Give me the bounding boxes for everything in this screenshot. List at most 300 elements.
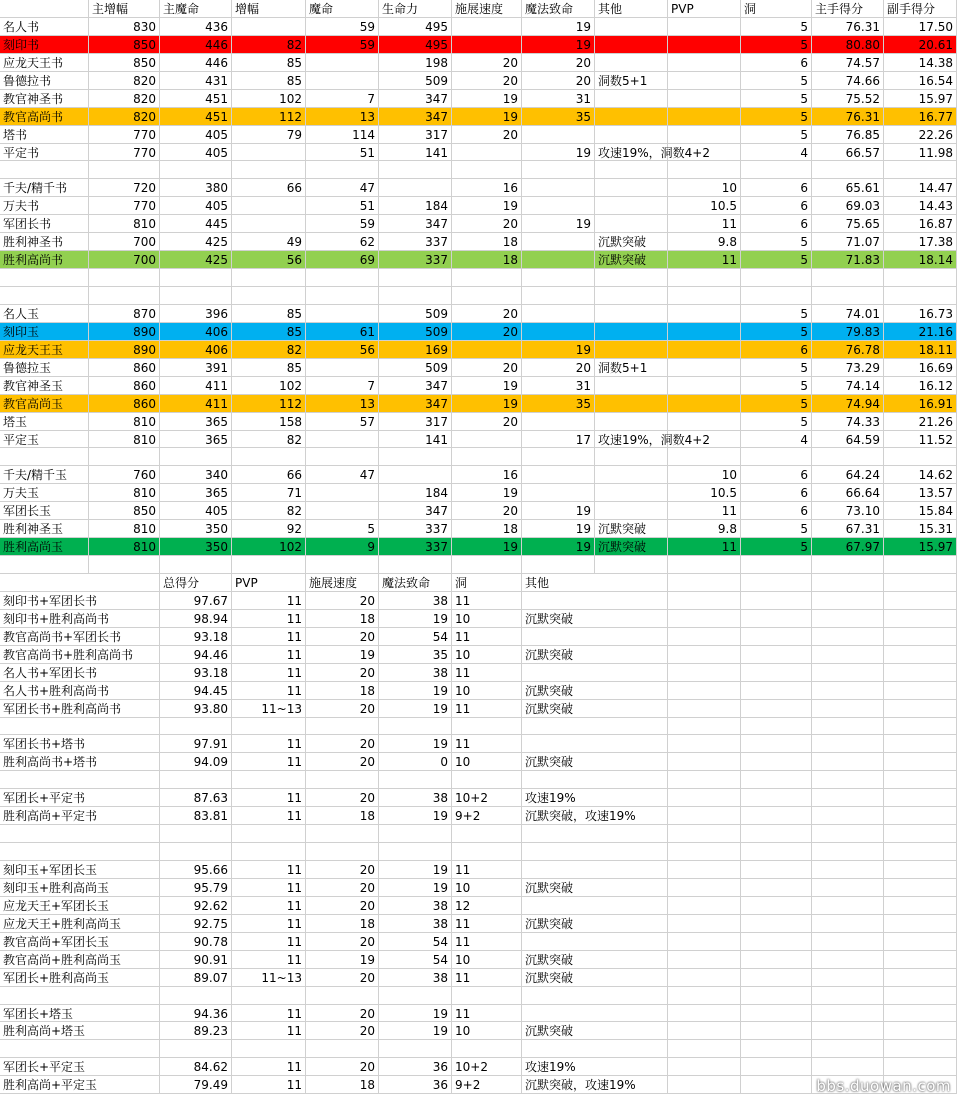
empty-cell[interactable] [741, 592, 812, 610]
cell-main-amp[interactable] [89, 448, 160, 466]
cell-off-score[interactable]: 16.87 [884, 215, 957, 233]
cell-cast-speed[interactable] [306, 718, 379, 736]
cell-amp[interactable]: 102 [232, 377, 306, 395]
cell-off-score[interactable]: 18.14 [884, 251, 957, 269]
cell-other[interactable] [522, 735, 668, 753]
cell-hp[interactable]: 337 [379, 520, 452, 538]
cell-magic-crit[interactable] [379, 1040, 452, 1058]
cell-slots[interactable]: 10 [452, 753, 522, 771]
cell-off-score[interactable]: 18.11 [884, 341, 957, 359]
empty-cell[interactable] [668, 897, 741, 915]
cell-pvp[interactable] [668, 161, 741, 179]
cell-label[interactable]: 平定书 [0, 144, 89, 162]
empty-cell[interactable] [668, 735, 741, 753]
header-pvp[interactable]: PVP [668, 0, 741, 18]
cell-cast-speed[interactable] [306, 987, 379, 1005]
cell-slots[interactable] [452, 1040, 522, 1058]
cell-label[interactable]: 军团长书 [0, 215, 89, 233]
empty-cell[interactable] [812, 700, 884, 718]
empty-cell[interactable] [884, 951, 957, 969]
empty-cell[interactable] [741, 933, 812, 951]
cell-cast-speed[interactable]: 20 [306, 789, 379, 807]
cell-slots[interactable] [741, 161, 812, 179]
cell-label[interactable]: 胜利高尚玉 [0, 538, 89, 556]
cell-main-amp[interactable]: 700 [89, 251, 160, 269]
cell-magic-crit[interactable] [522, 126, 595, 144]
cell-amp[interactable]: 102 [232, 538, 306, 556]
cell-pvp[interactable]: 11 [668, 215, 741, 233]
empty-cell[interactable] [668, 700, 741, 718]
cell-combo[interactable]: 教官高尚+军团长玉 [0, 933, 160, 951]
cell-cast-speed[interactable]: 16 [452, 179, 522, 197]
cell-amp[interactable] [232, 161, 306, 179]
cell-cast-speed[interactable]: 20 [306, 735, 379, 753]
cell-off-score[interactable]: 22.26 [884, 126, 957, 144]
cell-label[interactable]: 平定玉 [0, 431, 89, 449]
empty-cell[interactable] [812, 646, 884, 664]
cell-magic-crit[interactable]: 36 [379, 1058, 452, 1076]
cell-slots[interactable]: 10+2 [452, 789, 522, 807]
cell-hp[interactable]: 198 [379, 54, 452, 72]
empty-cell[interactable] [741, 682, 812, 700]
cell-pvp[interactable]: 11 [232, 735, 306, 753]
empty-cell[interactable] [741, 987, 812, 1005]
cell-slots[interactable]: 5 [741, 377, 812, 395]
empty-cell[interactable] [741, 897, 812, 915]
cell-label[interactable] [0, 161, 89, 179]
cell-combo[interactable]: 刻印书+军团长书 [0, 592, 160, 610]
empty-cell[interactable] [668, 1076, 741, 1094]
cell-main-matk[interactable]: 365 [160, 413, 232, 431]
cell-magic-crit[interactable]: 31 [522, 90, 595, 108]
cell-cast-speed[interactable]: 18 [306, 610, 379, 628]
cell-off-score[interactable]: 14.62 [884, 466, 957, 484]
header2-other[interactable]: 其他 [522, 574, 668, 592]
cell-cast-speed[interactable] [452, 144, 522, 162]
cell-magic-crit[interactable]: 35 [522, 395, 595, 413]
cell-matk[interactable] [306, 502, 379, 520]
cell-cast-speed[interactable] [452, 269, 522, 287]
empty-cell[interactable] [884, 700, 957, 718]
cell-pvp[interactable] [668, 341, 741, 359]
cell-pvp[interactable]: 11 [232, 807, 306, 825]
header-main-amp[interactable]: 主增幅 [89, 0, 160, 18]
empty-cell[interactable] [741, 610, 812, 628]
empty-cell[interactable] [884, 592, 957, 610]
cell-slots[interactable]: 11 [452, 915, 522, 933]
cell-pvp[interactable]: 10.5 [668, 484, 741, 502]
empty-cell[interactable] [812, 735, 884, 753]
cell-other[interactable] [522, 628, 668, 646]
empty-cell[interactable] [741, 628, 812, 646]
cell-main-matk[interactable]: 340 [160, 466, 232, 484]
cell-matk[interactable]: 7 [306, 90, 379, 108]
cell-pvp[interactable]: 11 [668, 251, 741, 269]
empty-cell[interactable] [741, 735, 812, 753]
cell-matk[interactable] [306, 484, 379, 502]
cell-cast-speed[interactable]: 20 [306, 969, 379, 987]
cell-total-score[interactable]: 94.09 [160, 753, 232, 771]
cell-slots[interactable]: 5 [741, 90, 812, 108]
cell-main-matk[interactable]: 405 [160, 126, 232, 144]
cell-cast-speed[interactable]: 19 [452, 538, 522, 556]
cell-cast-speed[interactable]: 18 [306, 807, 379, 825]
empty-cell[interactable] [741, 843, 812, 861]
cell-slots[interactable] [741, 448, 812, 466]
cell-cast-speed[interactable]: 16 [452, 466, 522, 484]
empty-cell[interactable] [741, 574, 812, 592]
cell-matk[interactable]: 61 [306, 323, 379, 341]
cell-pvp[interactable]: 11~13 [232, 700, 306, 718]
cell-main-score[interactable]: 79.83 [812, 323, 884, 341]
cell-label[interactable]: 教官高尚书 [0, 108, 89, 126]
cell-pvp[interactable] [232, 825, 306, 843]
header-slots[interactable]: 洞 [741, 0, 812, 18]
cell-slots[interactable]: 5 [741, 323, 812, 341]
empty-cell[interactable] [668, 1022, 741, 1040]
cell-amp[interactable] [232, 448, 306, 466]
cell-main-amp[interactable] [89, 161, 160, 179]
cell-cast-speed[interactable]: 19 [452, 90, 522, 108]
empty-cell[interactable] [884, 646, 957, 664]
empty-cell[interactable] [812, 574, 884, 592]
cell-label[interactable]: 胜利神圣玉 [0, 520, 89, 538]
cell-main-matk[interactable]: 431 [160, 72, 232, 90]
cell-hp[interactable]: 347 [379, 215, 452, 233]
cell-pvp[interactable] [668, 413, 741, 431]
cell-other[interactable]: 沉默突破 [595, 538, 668, 556]
cell-cast-speed[interactable]: 20 [306, 933, 379, 951]
cell-off-score[interactable]: 13.57 [884, 484, 957, 502]
cell-main-matk[interactable]: 445 [160, 215, 232, 233]
empty-cell[interactable] [812, 1022, 884, 1040]
cell-slots[interactable]: 5 [741, 520, 812, 538]
empty-cell[interactable] [884, 1022, 957, 1040]
cell-magic-crit[interactable] [522, 233, 595, 251]
empty-cell[interactable] [812, 915, 884, 933]
empty-cell[interactable] [812, 718, 884, 736]
cell-main-score[interactable]: 64.24 [812, 466, 884, 484]
cell-magic-crit[interactable]: 54 [379, 933, 452, 951]
cell-combo[interactable]: 军团长+塔玉 [0, 1005, 160, 1023]
cell-combo[interactable]: 教官高尚书+胜利高尚书 [0, 646, 160, 664]
cell-pvp[interactable]: 11 [232, 861, 306, 879]
header-main-score[interactable]: 主手得分 [812, 0, 884, 18]
cell-amp[interactable] [232, 215, 306, 233]
cell-off-score[interactable]: 16.91 [884, 395, 957, 413]
cell-magic-crit[interactable] [522, 556, 595, 574]
cell-label[interactable]: 教官神圣玉 [0, 377, 89, 395]
cell-off-score[interactable] [884, 287, 957, 305]
cell-main-matk[interactable]: 411 [160, 377, 232, 395]
cell-hp[interactable]: 337 [379, 251, 452, 269]
cell-pvp[interactable] [668, 90, 741, 108]
cell-magic-crit[interactable] [379, 771, 452, 789]
cell-pvp[interactable]: 11 [232, 933, 306, 951]
header-main-matk[interactable]: 主魔命 [160, 0, 232, 18]
empty-cell[interactable] [741, 771, 812, 789]
header-matk[interactable]: 魔命 [306, 0, 379, 18]
cell-pvp[interactable] [668, 556, 741, 574]
cell-magic-crit[interactable] [522, 466, 595, 484]
cell-other[interactable] [595, 502, 668, 520]
cell-other[interactable]: 攻速19% [522, 1058, 668, 1076]
cell-hp[interactable]: 495 [379, 18, 452, 36]
cell-other[interactable]: 沉默突破 [522, 1022, 668, 1040]
empty-cell[interactable] [812, 789, 884, 807]
cell-pvp[interactable]: 11 [232, 915, 306, 933]
empty-cell[interactable] [668, 1040, 741, 1058]
cell-pvp[interactable]: 9.8 [668, 233, 741, 251]
cell-total-score[interactable]: 90.78 [160, 933, 232, 951]
cell-main-score[interactable]: 76.31 [812, 108, 884, 126]
cell-label[interactable] [0, 269, 89, 287]
cell-off-score[interactable]: 21.16 [884, 323, 957, 341]
cell-slots[interactable]: 10+2 [452, 1058, 522, 1076]
cell-combo[interactable]: 刻印玉+军团长玉 [0, 861, 160, 879]
cell-cast-speed[interactable]: 19 [452, 377, 522, 395]
empty-cell[interactable] [741, 915, 812, 933]
cell-cast-speed[interactable]: 20 [306, 700, 379, 718]
cell-hp[interactable]: 184 [379, 484, 452, 502]
cell-pvp[interactable]: 11 [232, 897, 306, 915]
cell-other[interactable]: 沉默突破 [595, 251, 668, 269]
cell-off-score[interactable]: 16.73 [884, 305, 957, 323]
cell-cast-speed[interactable]: 20 [452, 359, 522, 377]
cell-main-amp[interactable]: 770 [89, 197, 160, 215]
cell-off-score[interactable]: 14.38 [884, 54, 957, 72]
empty-cell[interactable] [884, 933, 957, 951]
cell-main-amp[interactable]: 860 [89, 395, 160, 413]
cell-hp[interactable] [379, 161, 452, 179]
cell-magic-crit[interactable] [522, 161, 595, 179]
empty-cell[interactable] [668, 879, 741, 897]
empty-cell[interactable] [884, 969, 957, 987]
cell-other[interactable] [595, 215, 668, 233]
cell-pvp[interactable]: 11 [668, 538, 741, 556]
cell-magic-crit[interactable]: 38 [379, 915, 452, 933]
header2-combo[interactable] [0, 574, 160, 592]
cell-total-score[interactable]: 93.80 [160, 700, 232, 718]
empty-cell[interactable] [884, 735, 957, 753]
cell-other[interactable] [595, 18, 668, 36]
cell-matk[interactable]: 69 [306, 251, 379, 269]
header-hp[interactable]: 生命力 [379, 0, 452, 18]
cell-off-score[interactable]: 16.12 [884, 377, 957, 395]
cell-main-score[interactable]: 76.78 [812, 341, 884, 359]
cell-main-matk[interactable] [160, 161, 232, 179]
cell-main-score[interactable]: 73.29 [812, 359, 884, 377]
cell-total-score[interactable]: 90.91 [160, 951, 232, 969]
cell-cast-speed[interactable]: 20 [306, 664, 379, 682]
empty-cell[interactable] [812, 807, 884, 825]
cell-total-score[interactable] [160, 843, 232, 861]
cell-hp[interactable]: 347 [379, 377, 452, 395]
cell-magic-crit[interactable] [522, 448, 595, 466]
cell-matk[interactable] [306, 287, 379, 305]
cell-pvp[interactable]: 10 [668, 466, 741, 484]
cell-total-score[interactable] [160, 718, 232, 736]
cell-magic-crit[interactable] [379, 718, 452, 736]
cell-cast-speed[interactable] [452, 341, 522, 359]
cell-pvp[interactable]: 9.8 [668, 520, 741, 538]
cell-pvp[interactable] [232, 843, 306, 861]
cell-amp[interactable]: 71 [232, 484, 306, 502]
cell-cast-speed[interactable]: 20 [306, 897, 379, 915]
cell-matk[interactable] [306, 556, 379, 574]
cell-slots[interactable]: 10 [452, 879, 522, 897]
cell-magic-crit[interactable]: 54 [379, 628, 452, 646]
cell-slots[interactable]: 10 [452, 610, 522, 628]
cell-magic-crit[interactable]: 19 [522, 502, 595, 520]
cell-slots[interactable]: 4 [741, 144, 812, 162]
cell-off-score[interactable]: 14.43 [884, 197, 957, 215]
cell-cast-speed[interactable] [306, 1040, 379, 1058]
cell-label[interactable]: 刻印书 [0, 36, 89, 54]
cell-cast-speed[interactable]: 20 [306, 592, 379, 610]
empty-cell[interactable] [812, 825, 884, 843]
cell-total-score[interactable]: 97.91 [160, 735, 232, 753]
cell-slots[interactable]: 9+2 [452, 1076, 522, 1094]
cell-cast-speed[interactable]: 20 [306, 628, 379, 646]
cell-cast-speed[interactable]: 20 [452, 305, 522, 323]
empty-cell[interactable] [884, 628, 957, 646]
cell-hp[interactable]: 347 [379, 502, 452, 520]
cell-other[interactable] [522, 771, 668, 789]
cell-hp[interactable] [379, 269, 452, 287]
cell-other[interactable] [522, 861, 668, 879]
cell-label[interactable]: 应龙天王书 [0, 54, 89, 72]
cell-magic-crit[interactable]: 19 [379, 610, 452, 628]
cell-other[interactable]: 沉默突破 [595, 233, 668, 251]
empty-cell[interactable] [668, 861, 741, 879]
cell-cast-speed[interactable] [452, 18, 522, 36]
cell-off-score[interactable]: 16.54 [884, 72, 957, 90]
cell-pvp[interactable]: 11 [232, 789, 306, 807]
cell-main-amp[interactable]: 850 [89, 54, 160, 72]
cell-matk[interactable]: 5 [306, 520, 379, 538]
empty-cell[interactable] [741, 646, 812, 664]
cell-slots[interactable]: 5 [741, 72, 812, 90]
cell-slots[interactable]: 11 [452, 664, 522, 682]
empty-cell[interactable] [884, 861, 957, 879]
cell-main-score[interactable]: 66.57 [812, 144, 884, 162]
cell-magic-crit[interactable]: 38 [379, 592, 452, 610]
cell-pvp[interactable] [668, 18, 741, 36]
cell-label[interactable] [0, 287, 89, 305]
cell-magic-crit[interactable]: 38 [379, 969, 452, 987]
empty-cell[interactable] [884, 843, 957, 861]
cell-magic-crit[interactable] [522, 287, 595, 305]
cell-cast-speed[interactable]: 20 [452, 502, 522, 520]
cell-hp[interactable]: 347 [379, 395, 452, 413]
cell-main-score[interactable]: 74.57 [812, 54, 884, 72]
cell-matk[interactable]: 59 [306, 215, 379, 233]
cell-slots[interactable]: 10 [452, 682, 522, 700]
cell-pvp[interactable] [668, 377, 741, 395]
cell-combo[interactable] [0, 987, 160, 1005]
cell-combo[interactable]: 胜利高尚+塔玉 [0, 1022, 160, 1040]
cell-total-score[interactable]: 94.36 [160, 1005, 232, 1023]
cell-pvp[interactable]: 11 [232, 753, 306, 771]
cell-matk[interactable] [306, 431, 379, 449]
cell-other[interactable] [595, 341, 668, 359]
cell-main-matk[interactable]: 350 [160, 538, 232, 556]
cell-magic-crit[interactable]: 19 [379, 1005, 452, 1023]
cell-magic-crit[interactable]: 38 [379, 897, 452, 915]
cell-main-amp[interactable]: 810 [89, 413, 160, 431]
cell-off-score[interactable] [884, 448, 957, 466]
cell-combo[interactable]: 刻印书+胜利高尚书 [0, 610, 160, 628]
header2-slots[interactable]: 洞 [452, 574, 522, 592]
empty-cell[interactable] [741, 1022, 812, 1040]
cell-combo[interactable]: 教官高尚书+军团长书 [0, 628, 160, 646]
cell-main-score[interactable] [812, 161, 884, 179]
cell-main-score[interactable]: 75.65 [812, 215, 884, 233]
cell-main-matk[interactable]: 425 [160, 233, 232, 251]
cell-amp[interactable]: 85 [232, 72, 306, 90]
cell-other[interactable]: 沉默突破 [522, 700, 668, 718]
cell-amp[interactable]: 82 [232, 431, 306, 449]
cell-main-score[interactable]: 67.97 [812, 538, 884, 556]
cell-cast-speed[interactable]: 19 [452, 197, 522, 215]
empty-cell[interactable] [812, 1058, 884, 1076]
cell-other[interactable] [595, 126, 668, 144]
empty-cell[interactable] [668, 664, 741, 682]
cell-off-score[interactable]: 15.84 [884, 502, 957, 520]
cell-pvp[interactable] [668, 36, 741, 54]
cell-cast-speed[interactable]: 18 [452, 251, 522, 269]
cell-label[interactable]: 教官高尚玉 [0, 395, 89, 413]
cell-magic-crit[interactable]: 19 [522, 341, 595, 359]
cell-pvp[interactable] [668, 126, 741, 144]
cell-main-matk[interactable]: 380 [160, 179, 232, 197]
cell-magic-crit[interactable]: 20 [522, 72, 595, 90]
cell-slots[interactable]: 6 [741, 484, 812, 502]
cell-amp[interactable]: 82 [232, 502, 306, 520]
cell-magic-crit[interactable]: 19 [522, 520, 595, 538]
cell-pvp[interactable]: 11 [232, 682, 306, 700]
cell-main-score[interactable]: 74.94 [812, 395, 884, 413]
cell-pvp[interactable] [668, 54, 741, 72]
header2-cast-speed[interactable]: 施展速度 [306, 574, 379, 592]
cell-combo[interactable]: 胜利高尚+平定玉 [0, 1076, 160, 1094]
empty-cell[interactable] [668, 610, 741, 628]
cell-other[interactable]: 沉默突破 [522, 915, 668, 933]
cell-matk[interactable] [306, 448, 379, 466]
cell-slots[interactable]: 11 [452, 933, 522, 951]
cell-amp[interactable]: 85 [232, 323, 306, 341]
cell-cast-speed[interactable]: 19 [452, 395, 522, 413]
cell-slots[interactable] [452, 843, 522, 861]
cell-cast-speed[interactable]: 20 [452, 215, 522, 233]
empty-cell[interactable] [884, 879, 957, 897]
cell-other[interactable]: 沉默突破 [522, 610, 668, 628]
cell-main-matk[interactable] [160, 448, 232, 466]
cell-cast-speed[interactable]: 20 [452, 323, 522, 341]
cell-main-amp[interactable]: 870 [89, 305, 160, 323]
cell-amp[interactable]: 112 [232, 395, 306, 413]
cell-magic-crit[interactable] [522, 413, 595, 431]
cell-label[interactable]: 应龙天王玉 [0, 341, 89, 359]
cell-label[interactable]: 胜利高尚书 [0, 251, 89, 269]
cell-total-score[interactable]: 92.62 [160, 897, 232, 915]
cell-main-score[interactable]: 65.61 [812, 179, 884, 197]
header-amp[interactable]: 增幅 [232, 0, 306, 18]
empty-cell[interactable] [668, 574, 741, 592]
empty-cell[interactable] [812, 969, 884, 987]
empty-cell[interactable] [668, 628, 741, 646]
